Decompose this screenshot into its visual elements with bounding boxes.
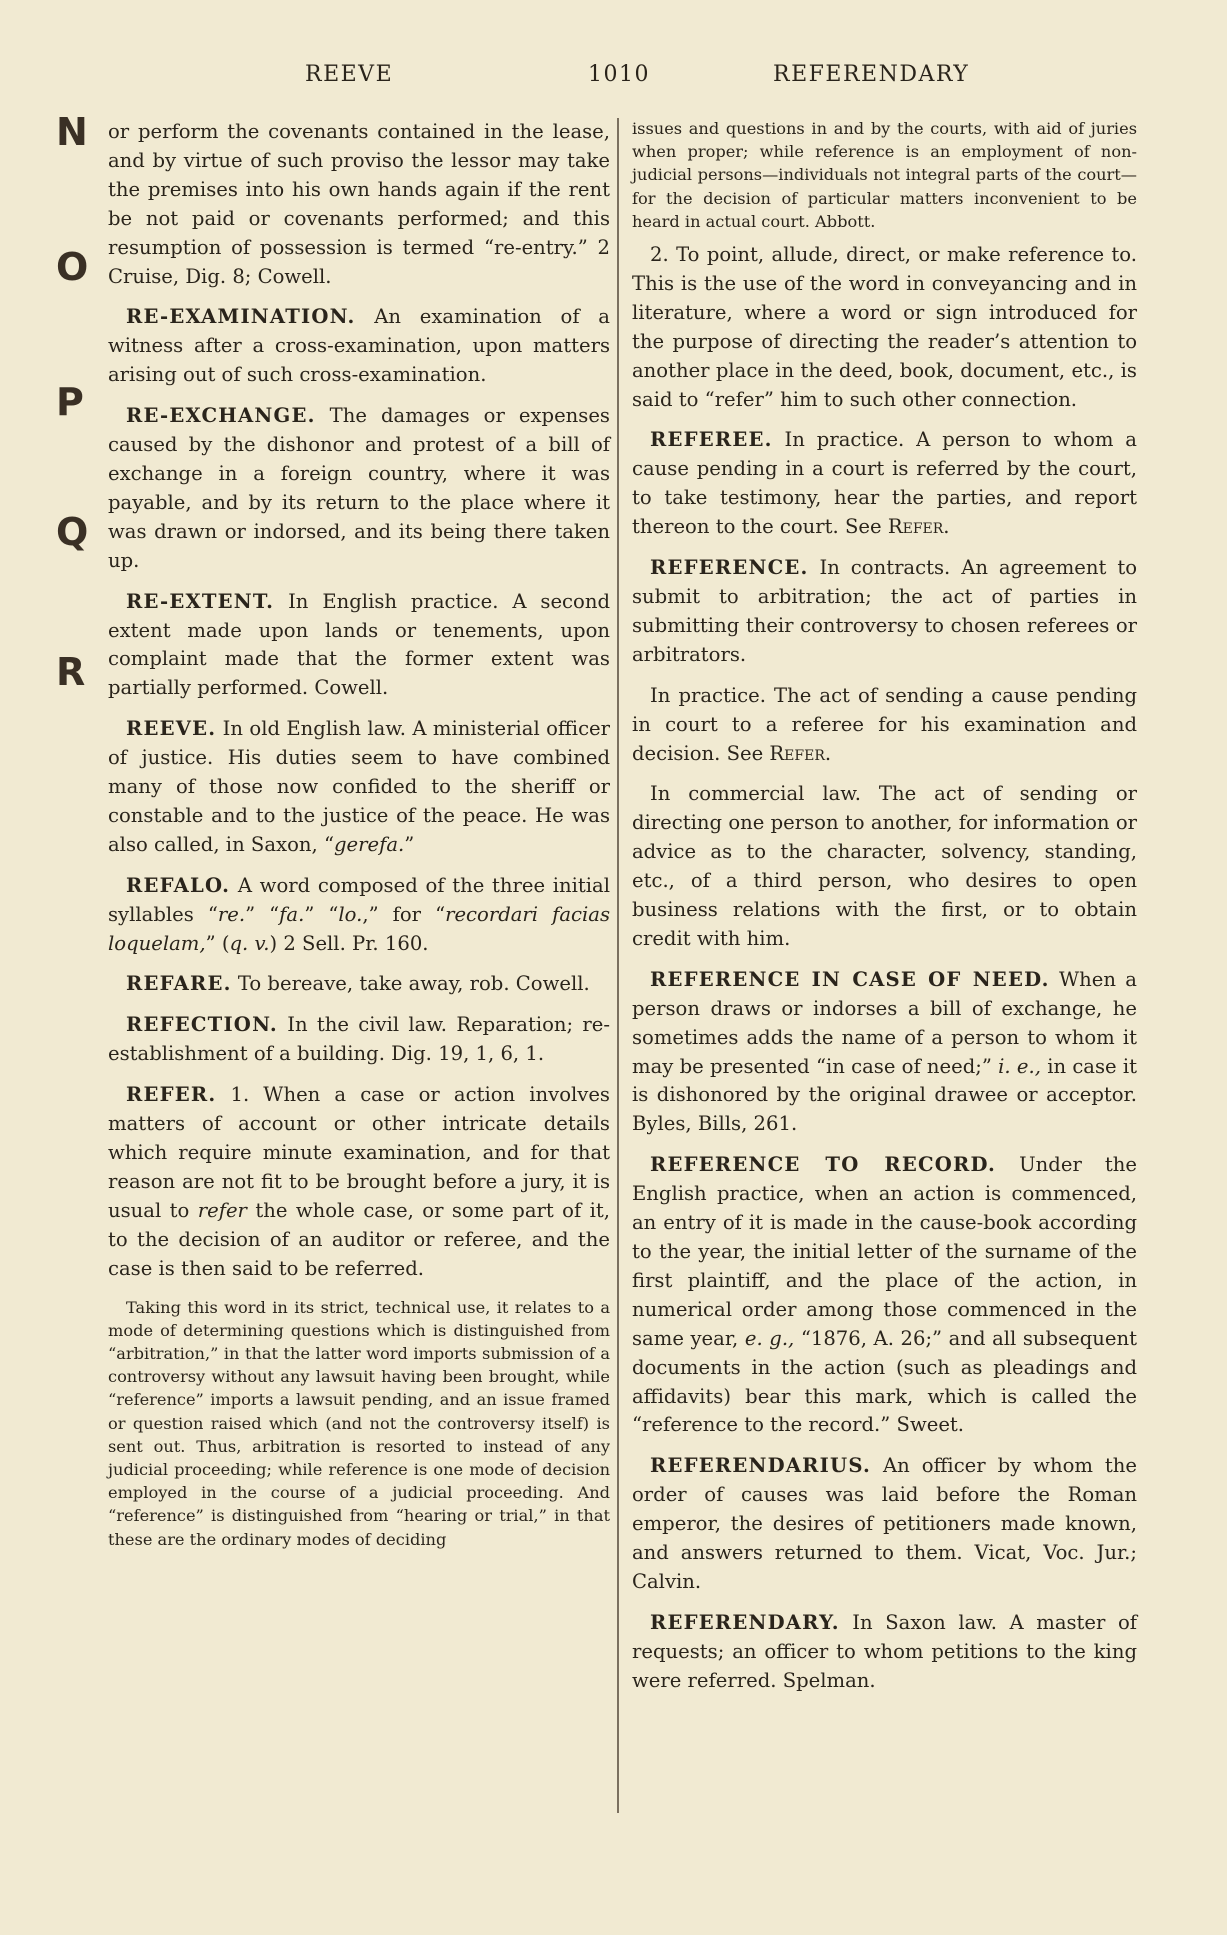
definition-end: ”: [404, 832, 415, 856]
entry-re-examination: [108, 303, 610, 390]
headword: REEVE.: [126, 717, 217, 741]
left-column: [108, 118, 610, 1559]
entry-reference-to-record: [632, 1151, 1137, 1440]
definition: In the civil law. Reparation; re-establishment of a building. Dig. 19, 1, 6, 1.: [108, 1013, 610, 1066]
definition: An examination of a witness after a cross-examination, upon matters arising out of such cross-examination.: [108, 305, 610, 387]
running-head-right: REFERENDARY: [773, 62, 970, 87]
entry-reeve: [108, 715, 610, 860]
definition: An officer by whom the order of causes was laid before the Roman emperor, the desires of petitioners made known, and answers returned to them. Vicat, Voc. Jur.; Calvin.: [632, 1454, 1137, 1593]
definition: ,” for “: [362, 902, 446, 926]
entry-referendary: [632, 1609, 1137, 1696]
entry-refer: [108, 1081, 610, 1283]
headword: REFEREE.: [650, 428, 773, 452]
definition: In English practice. A second extent made upon lands or tenements, upon complaint made that the former extent was partially performed. Cowell.: [108, 589, 610, 700]
headword: REFERENCE IN CASE OF NEED.: [650, 967, 1050, 991]
italic-term: i. e.,: [998, 1054, 1041, 1078]
definition: 1. When a case or action involves matters of account or other intricate details which require minute examination, and for that reason are not fit to be brought before a jury, it is usual to: [108, 1083, 610, 1222]
definition: ” “: [245, 902, 280, 926]
entry-reference-in-case-of-need: [632, 966, 1137, 1139]
italic-term: gerefa.: [333, 832, 405, 856]
definition: ” (: [205, 931, 230, 955]
definition: In old English law. A ministerial officer of justice. His duties seem to have combined many of those now confided to the sheriff or constable and to the justice of the peace. He was also called, in Saxon, “: [108, 717, 610, 856]
entry-refare: [108, 970, 610, 999]
italic-term: refer: [197, 1198, 247, 1222]
italic-term: q. v.: [229, 931, 270, 955]
headword: REFERENDARIUS.: [650, 1454, 871, 1478]
italic-term: re.: [217, 902, 246, 926]
headword: REFERENCE TO RECORD.: [650, 1153, 997, 1177]
definition: In Saxon law. A master of requests; an officer to whom petitions to the king were referred. Spelman.: [632, 1610, 1137, 1692]
headword: REFER.: [126, 1083, 217, 1107]
headword: REFALO.: [126, 873, 231, 897]
thumb-index-letter[interactable]: P: [56, 380, 84, 424]
definition: ” “: [304, 902, 339, 926]
entry-refer-sense-2: 2. To point, allude, direct, or make reference to. This is the use of the word in conveyancing and in literature, where a word or sign introduced for the purpose of directing the reader’s attention to another place in the deed, book, document, etc., is said to “refer” him to such other connection.: [632, 243, 1137, 411]
headword: REFERENCE.: [650, 556, 809, 580]
definition: A word composed of the three initial syllables “: [108, 873, 610, 926]
headword: REFECTION.: [126, 1013, 278, 1037]
entry-re-extent: [108, 588, 610, 704]
page-number: 1010: [588, 62, 650, 87]
definition: in case it is dishonored by the original drawee or acceptor. Byles, Bills, 261.: [632, 1054, 1137, 1136]
headword: RE-EXCHANGE.: [126, 404, 316, 428]
headword: RE-EXTENT.: [126, 589, 275, 613]
definition: In contracts. An agreement to submit to arbitration; the act of parties in submitting their controversy to chosen referees or arbitrators.: [632, 556, 1137, 666]
thumb-index-letter[interactable]: Q: [56, 510, 89, 554]
entry-refalo: [108, 872, 610, 959]
definition: In practice. A person to whom a cause pending in a court is referred by the court, to take testimony, hear the parties, and report thereon to the court. See: [632, 428, 1137, 539]
thumb-index-letter[interactable]: N: [56, 110, 88, 154]
entry-referendarius: [632, 1452, 1137, 1597]
entry-reference: [632, 554, 1137, 670]
italic-term: e. g.,: [744, 1326, 795, 1350]
headword: REFARE.: [126, 972, 232, 996]
definition: ) 2 Sell. Pr. 160.: [269, 931, 429, 955]
definition: In practice. The act of sending a cause pending in court to a referee for his examination and decision. See: [632, 683, 1137, 765]
note-continuation: issues and questions in and by the courts, with aid of juries when proper; while reference is an employment of non-judicial persons—individuals not integral parts of the court—for the decision of particular matters inconvenient to be heard in actual court. Abbott.: [632, 119, 1137, 231]
headword: REFERENDARY.: [650, 1610, 840, 1634]
note-small-print: Taking this word in its strict, technical use, it relates to a mode of determining questions which is distinguished from “arbitration,” in that the latter word imports submission of a controversy without any lawsuit having been brought, while “reference” imports a lawsuit pending, and an issue framed or question raised which (and not the controversy itself) is sent out. Thus, arbitration is resorted to instead of any judicial proceeding; while reference is one mode of decision employed in the course of a judicial proceeding. And “reference” is distinguished from “hearing or trial,” in that these are the ordinary modes of deciding: [108, 1297, 610, 1549]
thumb-index-letter[interactable]: O: [56, 245, 89, 289]
italic-term: lo.: [338, 902, 363, 926]
headword: RE-EXAMINATION.: [126, 305, 356, 329]
definition: “1876, A. 26;” and all subsequent documents in the action (such as pleadings and affidavits) bear this mark, which is called the “reference to the record.” Sweet.: [632, 1326, 1137, 1437]
right-column: [632, 117, 1137, 1708]
entry-reference-commercial: In commercial law. The act of sending or directing one person to another, for information or advice as to the character, solvency, standing, etc., of a third person, who desires to open business relations with the first, or to obtain credit with him.: [632, 782, 1137, 950]
entry-continuation: or perform the covenants contained in the lease, and by virtue of such proviso the lessor may take the premises into his own hands again if the rent be not paid or covenants performed; and this resumption of possession is termed “re-entry.” 2 Cruise, Dig. 8; Cowell.: [108, 120, 610, 288]
cross-reference-link[interactable]: Refer.: [769, 741, 832, 765]
entry-refection: [108, 1011, 610, 1069]
running-head-left: REEVE: [305, 62, 394, 87]
italic-term: recordari facias loquelam,: [108, 902, 610, 955]
definition: When a person draws or indorses a bill of exchange, he sometimes adds the name of a person to whom it may be presented “in case of need;”: [632, 967, 1137, 1078]
entry-referee: [632, 426, 1137, 542]
definition: the whole case, or some part of it, to the decision of an auditor or referee, and the case is then said to be referred.: [108, 1198, 610, 1280]
definition: Under the English practice, when an action is commenced, an entry of it is made in the cause-book according to the year, the initial letter of the surname of the first plaintiff, and the place of the action, in numerical order among those commenced in the same year,: [632, 1153, 1138, 1350]
cross-reference-link[interactable]: Refer.: [887, 515, 950, 539]
definition: The damages or expenses caused by the dishonor and protest of a bill of exchange in a foreign country, where it was payable, and by its return to the place where it was drawn or indorsed, and its being there taken up.: [108, 404, 610, 572]
thumb-index-letter[interactable]: R: [56, 650, 86, 694]
italic-term: fa.: [279, 902, 305, 926]
entry-reference-practice: [632, 682, 1137, 769]
entry-re-exchange: [108, 402, 610, 575]
definition: To bereave, take away, rob. Cowell.: [231, 972, 590, 996]
column-divider: [617, 118, 619, 1813]
